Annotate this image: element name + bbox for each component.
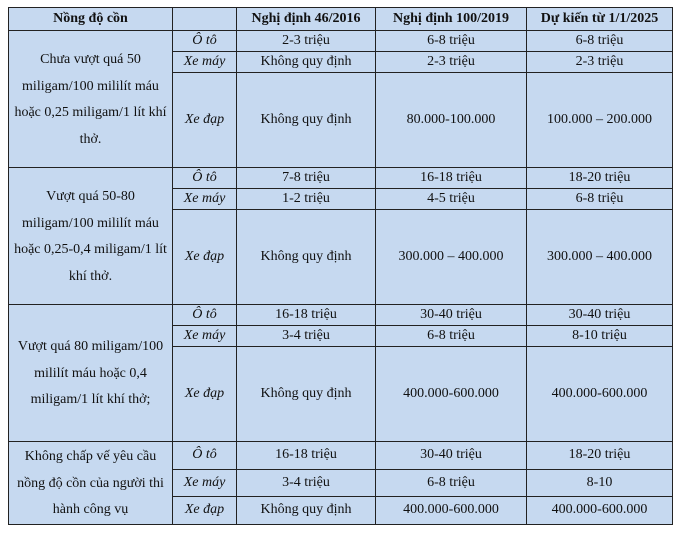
dk2025-cell: 300.000 – 400.000 — [527, 210, 673, 305]
nd46-cell: 7-8 triệu — [237, 168, 376, 189]
nd46-cell: Không quy định — [237, 73, 376, 168]
dk2025-cell: 18-20 triệu — [527, 442, 673, 470]
dk2025-cell: 2-3 triệu — [527, 52, 673, 73]
vehicle-cell: Xe máy — [173, 469, 237, 497]
dk2025-cell: 30-40 triệu — [527, 305, 673, 326]
nd46-cell: 16-18 triệu — [237, 305, 376, 326]
vehicle-cell: Ô tô — [173, 168, 237, 189]
header-nong-do-con: Nồng độ cồn — [9, 8, 173, 31]
vehicle-cell: Xe máy — [173, 326, 237, 347]
nd100-cell: 30-40 triệu — [376, 305, 527, 326]
nd100-cell: 400.000-600.000 — [376, 347, 527, 442]
dk2025-cell: 400.000-600.000 — [527, 347, 673, 442]
vehicle-cell: Xe máy — [173, 189, 237, 210]
alcohol-fine-table — [8, 7, 673, 525]
vehicle-cell: Ô tô — [173, 31, 237, 52]
vehicle-cell: Xe máy — [173, 52, 237, 73]
nd100-cell: 400.000-600.000 — [376, 497, 527, 525]
nd46-cell: Không quy định — [237, 347, 376, 442]
dk2025-cell: 8-10 triệu — [527, 326, 673, 347]
nd100-cell: 6-8 triệu — [376, 31, 527, 52]
table-header-row — [9, 8, 673, 31]
nd46-cell: Không quy định — [237, 52, 376, 73]
vehicle-cell: Xe đạp — [173, 497, 237, 525]
dk2025-cell: 6-8 triệu — [527, 189, 673, 210]
header-nd46: Nghị định 46/2016 — [237, 8, 376, 31]
criterion-cell: Không chấp vế yêu cầu nồng độ cồn của người thi hành công vụ — [9, 442, 173, 525]
header-dk2025: Dự kiến từ 1/1/2025 — [527, 8, 673, 31]
nd100-cell: 80.000-100.000 — [376, 73, 527, 168]
vehicle-cell: Xe đạp — [173, 210, 237, 305]
nd100-cell: 6-8 triệu — [376, 469, 527, 497]
table-row — [9, 305, 673, 326]
dk2025-cell: 18-20 triệu — [527, 168, 673, 189]
vehicle-cell: Ô tô — [173, 442, 237, 470]
table-row — [9, 442, 673, 470]
nd100-cell: 300.000 – 400.000 — [376, 210, 527, 305]
criterion-cell: Vượt quá 80 miligam/100 mililít máu hoặc 0,4 miligam/1 lít khí thở; — [9, 305, 173, 442]
vehicle-cell: Xe đạp — [173, 347, 237, 442]
nd46-cell: 1-2 triệu — [237, 189, 376, 210]
nd46-cell: Không quy định — [237, 210, 376, 305]
criterion-cell: Vượt quá 50-80 miligam/100 mililít máu hoặc 0,25-0,4 miligam/1 lít khí thở. — [9, 168, 173, 305]
criterion-cell: Chưa vượt quá 50 miligam/100 mililít máu hoặc 0,25 miligam/1 lít khí thở. — [9, 31, 173, 168]
dk2025-cell: 400.000-600.000 — [527, 497, 673, 525]
nd100-cell: 6-8 triệu — [376, 326, 527, 347]
nd46-cell: 16-18 triệu — [237, 442, 376, 470]
dk2025-cell: 100.000 – 200.000 — [527, 73, 673, 168]
nd46-cell: Không quy định — [237, 497, 376, 525]
table-row — [9, 31, 673, 52]
header-nd100: Nghị định 100/2019 — [376, 8, 527, 31]
nd46-cell: 2-3 triệu — [237, 31, 376, 52]
nd100-cell: 2-3 triệu — [376, 52, 527, 73]
nd100-cell: 4-5 triệu — [376, 189, 527, 210]
vehicle-cell: Xe đạp — [173, 73, 237, 168]
nd46-cell: 3-4 triệu — [237, 326, 376, 347]
table-row — [9, 168, 673, 189]
dk2025-cell: 8-10 — [527, 469, 673, 497]
nd46-cell: 3-4 triệu — [237, 469, 376, 497]
dk2025-cell: 6-8 triệu — [527, 31, 673, 52]
nd100-cell: 30-40 triệu — [376, 442, 527, 470]
header-vehicle — [173, 8, 237, 31]
nd100-cell: 16-18 triệu — [376, 168, 527, 189]
vehicle-cell: Ô tô — [173, 305, 237, 326]
